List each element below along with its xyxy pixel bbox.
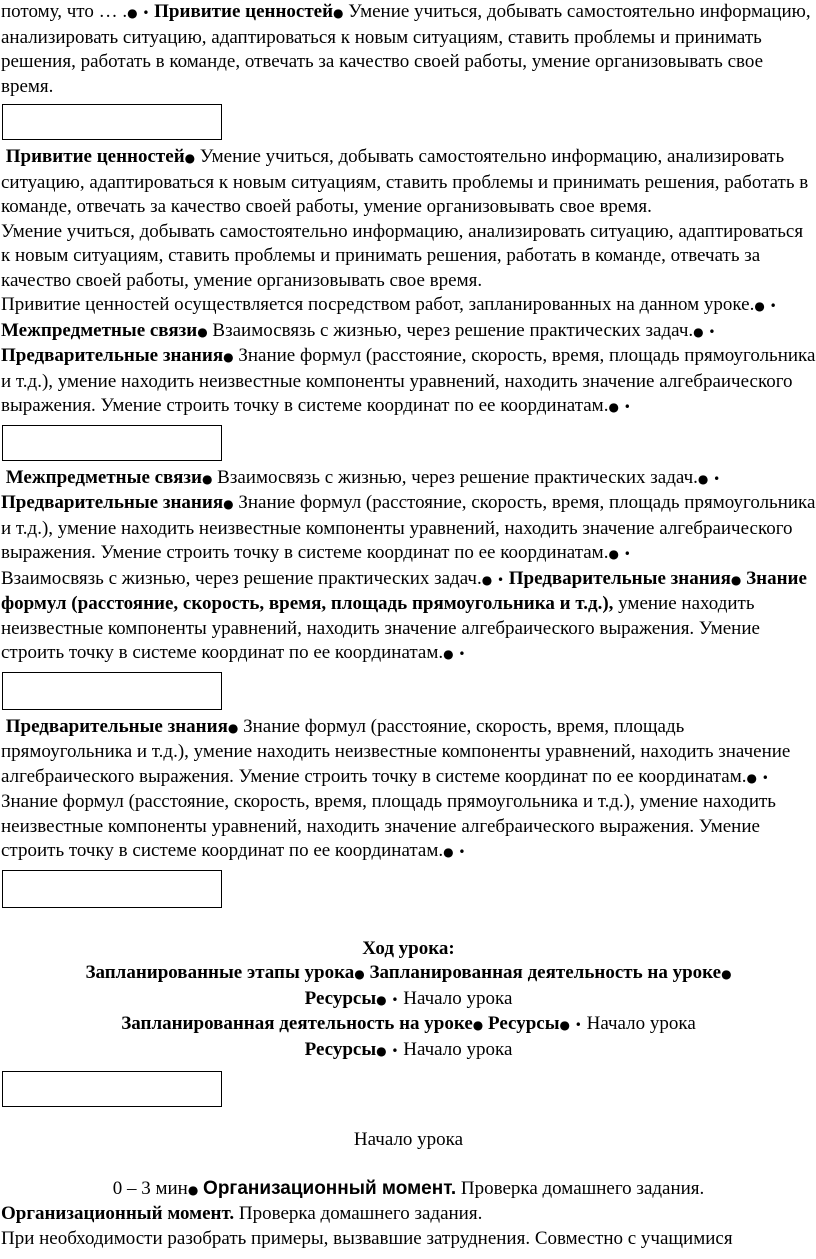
lesson-activity-line xyxy=(1,1012,816,1038)
bullet-icon: ● xyxy=(354,967,365,981)
paragraph-knowledge-plain xyxy=(1,790,816,865)
lesson-resources-line xyxy=(1,1038,816,1064)
section-text: Знание формул (расстояние, скорость, время, площадь прямоугольника и т.д.), умение находить неизвестные компоненты уравнений, находить значение алгебраического выражения. Умение строить точку в системе координат по ее координатам. xyxy=(1,715,791,787)
resources-label: Ресурсы xyxy=(304,1038,377,1060)
bullet-icon: ● xyxy=(559,1018,571,1032)
bullet-icon: ● xyxy=(184,151,196,165)
section-text-bold: Знание формул (расстояние, скорость, время, площадь прямоугольника и т.д.), xyxy=(1,567,807,614)
lead-text: потому, что … . xyxy=(1,1,128,22)
homework-text: Проверка домашнего задания. xyxy=(234,1203,483,1224)
spacer xyxy=(1,913,816,937)
bullet-icon: ● xyxy=(481,572,493,587)
section-title: Межпредметные связи xyxy=(1,319,198,341)
paragraph-links xyxy=(1,466,816,567)
bullet-icon: ● xyxy=(730,572,742,587)
paragraph-values-1 xyxy=(1,0,816,99)
org-moment-line xyxy=(1,1202,816,1227)
sentence-text: Привитие ценностей осуществляется посредством работ, запланированных на данном уроке. xyxy=(1,294,755,315)
bullet-icon: ● xyxy=(187,1182,199,1197)
bullet-icon: ● xyxy=(608,547,619,561)
homework-text: Проверка домашнего задания. xyxy=(456,1177,705,1199)
empty-frame xyxy=(2,104,222,140)
sentence-text: Взаимосвязь с жизнью, через решение практических задач. xyxy=(1,567,482,589)
resources-label: Ресурсы xyxy=(304,987,377,1009)
bullet-icon: • xyxy=(761,770,769,785)
bullet-icon: ● xyxy=(127,6,138,20)
paragraph-mixed xyxy=(1,293,816,420)
bullet-icon: • xyxy=(391,992,399,1007)
bullet-icon: ● xyxy=(721,967,732,981)
section-text: Знание формул (расстояние, скорость, время, площадь прямоугольника и т.д.), умение находить неизвестные компоненты уравнений, находить значение алгебраического выражения. Умение строить точку в системе координат по ее координатам. xyxy=(1,492,816,563)
bullet-icon: ● xyxy=(376,992,387,1007)
activity-label: Запланированная деятельность на уроке xyxy=(369,962,722,983)
section-title: Межпредметные связи xyxy=(5,466,202,488)
bullet-icon: • xyxy=(623,547,631,561)
section-title: Привитие ценностей xyxy=(154,1,334,22)
resources-label: Ресурсы xyxy=(488,1013,560,1034)
stages-label: Запланированные этапы урока xyxy=(85,962,355,983)
bullet-icon: ● xyxy=(754,299,765,313)
section-title: Привитие ценностей xyxy=(5,146,185,167)
bullet-icon: ● xyxy=(472,1018,484,1032)
bullet-icon: • xyxy=(458,647,466,661)
lesson-heading xyxy=(1,937,816,962)
bullet-icon: ● xyxy=(197,324,208,339)
empty-frame xyxy=(2,425,222,461)
start-label: Начало урока xyxy=(403,987,513,1009)
bullet-icon: ● xyxy=(443,845,454,859)
paragraph-links-plain xyxy=(1,567,816,667)
sentence-text: Знание формул (расстояние, скорость, время, площадь прямоугольника и т.д.), умение находить неизвестные компоненты уравнений, находить значение алгебраического выражения. Умение строить точку в системе координат по ее координатам. xyxy=(1,791,776,861)
spacer xyxy=(1,1112,816,1128)
bullet-icon: • xyxy=(623,400,631,414)
paragraph-knowledge xyxy=(1,715,816,791)
activity-label: Запланированная деятельность на уроке xyxy=(121,1013,473,1034)
bullet-icon: ● xyxy=(223,497,234,511)
section-title: Предварительные знания xyxy=(5,715,228,737)
bullet-icon: • xyxy=(496,572,505,587)
bullet-icon: ● xyxy=(697,471,709,486)
paragraph-values-2 xyxy=(1,145,816,220)
bullet-icon: ● xyxy=(608,400,619,414)
empty-frame xyxy=(2,672,222,710)
bullet-icon: ● xyxy=(443,647,454,661)
bullet-icon: ● xyxy=(376,1043,387,1058)
bullet-icon: • xyxy=(458,845,466,859)
stage-time-line xyxy=(1,1177,816,1203)
bullet-icon: ● xyxy=(333,6,344,20)
section-title: Предварительные знания xyxy=(508,567,731,589)
lesson-start: Начало урока xyxy=(353,1129,464,1150)
bullet-icon: ● xyxy=(223,350,234,364)
lesson-stages-line xyxy=(1,961,816,1012)
heading-text: Ход урока: xyxy=(362,937,455,959)
bullet-icon: • xyxy=(391,1043,399,1058)
empty-frame xyxy=(2,870,222,908)
bullet-icon: ● xyxy=(746,770,757,785)
spacer xyxy=(1,1153,816,1177)
section-title: Предварительные знания xyxy=(1,345,224,366)
org-moment-label: Организационный момент. xyxy=(203,1177,457,1199)
bullet-icon: ● xyxy=(227,720,239,735)
bullet-icon: • xyxy=(574,1018,582,1032)
paragraph-plain: Умение учиться, добывать самостоятельно информацию, анализировать ситуацию, адаптироваться к новым ситуациям, ставить проблемы и принимать решения, работать в команде, отвечать за качество своей работы, умение организовывать свое время. xyxy=(1,220,804,291)
section-text: Взаимосвязь с жизнью, через решение практических задач. xyxy=(207,319,694,341)
section-text: Умение учиться, добывать самостоятельно информацию, анализировать ситуацию, адаптироваться к новым ситуациям, ставить проблемы и принимать решения, работать в команде, отвечать за качество своей работы, умение организовывать свое время. xyxy=(1,146,809,217)
last-line: При необходимости разобрать примеры, вызвавшие затруднения. Совместно с учащимися xyxy=(1,1227,733,1249)
section-title: Предварительные знания xyxy=(1,492,224,513)
bullet-icon: • xyxy=(708,324,716,339)
bullet-icon: ● xyxy=(201,471,213,486)
start-label: Начало урока xyxy=(586,1013,696,1034)
org-moment-label: Организационный момент. xyxy=(1,1203,235,1224)
section-text: Знание формул (расстояние, скорость, время, площадь прямоугольника и т.д.), умение находить неизвестные компоненты уравнений, находить значение алгебраического выражения. Умение строить точку в системе координат по ее координатам. xyxy=(1,345,816,416)
start-label: Начало урока xyxy=(403,1038,513,1060)
bullet-icon: ● xyxy=(693,324,704,339)
empty-frame xyxy=(2,1071,222,1107)
section-text: Умение учиться, добывать самостоятельно информацию, анализировать ситуацию, адаптироваться к новым ситуациям, ставить проблемы и принимать решения, работать в команде, отвечать за качество своей работы, умение организовывать свое время. xyxy=(1,1,811,97)
bullet-icon: • xyxy=(769,299,777,313)
section-text: умение находить неизвестные компоненты уравнений, находить значение алгебраического выражения. Умение строить точку в системе координат по ее координатам. xyxy=(1,593,760,663)
bullet-icon: • xyxy=(713,471,721,486)
section-text: Взаимосвязь с жизнью, через решение практических задач. xyxy=(212,466,698,488)
time-label: 0 – 3 мин xyxy=(112,1177,188,1199)
bullet-icon: • xyxy=(142,6,150,20)
